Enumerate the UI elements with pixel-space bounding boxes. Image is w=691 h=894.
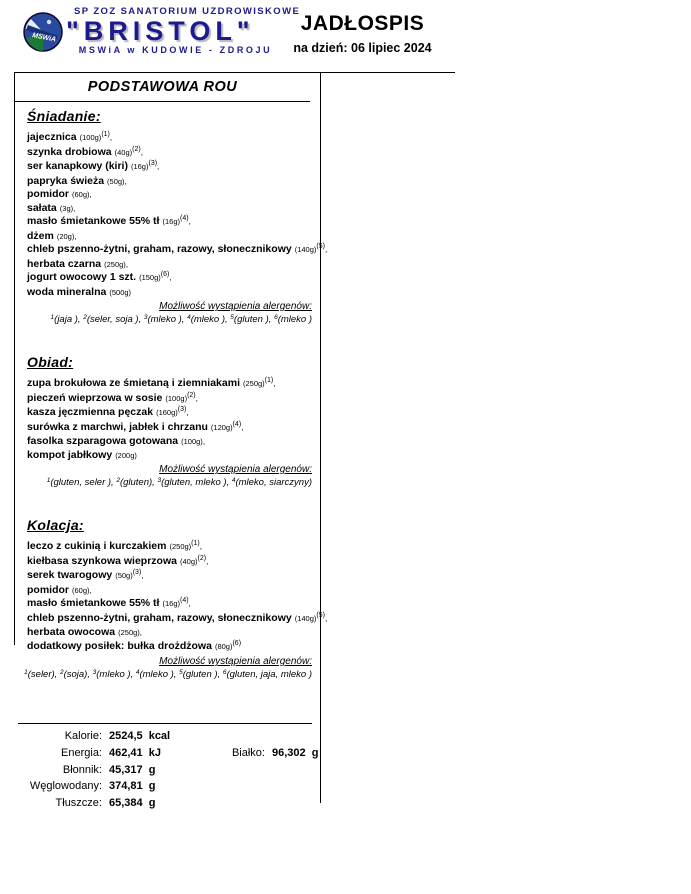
- menu-item: [15, 131, 320, 146]
- menu-item-separator: ,: [74, 231, 77, 241]
- nutrition-value: 2524,5 kcal: [109, 730, 171, 742]
- menu-item-name: pieczeń wieprzowa w sosie: [27, 391, 163, 404]
- allergen-footnote-number: 1: [50, 313, 55, 321]
- menu-item-footnote: (2): [197, 554, 207, 562]
- menu-item-footnote: (2): [187, 391, 196, 399]
- allergen-list: [15, 314, 312, 325]
- allergen-group: (gluten, mleko ),: [161, 477, 232, 488]
- menu-item-separator: ,: [206, 556, 209, 566]
- allergen-footnote-number: 3: [92, 668, 97, 676]
- meal-title: Obiad:: [27, 354, 74, 370]
- menu-item-name: kiełbasa szynkowa wieprzowa: [27, 554, 177, 567]
- menu-item-weight: (100g): [165, 393, 188, 403]
- menu-item-separator: ,: [89, 585, 92, 595]
- menu-item: [15, 377, 320, 392]
- menu-item-name: jajecznica: [27, 131, 77, 143]
- svg-text:MSWiA: MSWiA: [31, 32, 57, 44]
- allergen-footnote-number: 4: [135, 668, 140, 676]
- nutrition-summary: [14, 723, 320, 812]
- menu-item-separator: ,: [157, 162, 160, 171]
- menu-item-footnote: (4): [180, 597, 189, 604]
- page-header: [0, 0, 691, 68]
- allergen-list: [15, 477, 312, 488]
- menu-item: [15, 569, 320, 584]
- column-divider-line: [320, 72, 321, 803]
- menu-item: [15, 271, 320, 286]
- allergen-footnote-number: 5: [230, 313, 234, 321]
- menu-item-name: sałata: [27, 201, 57, 214]
- menu-item-name: kasza jęczmienna pęczak: [27, 406, 154, 418]
- menu-item-separator: ,: [199, 542, 202, 551]
- menu-item-weight: (250g): [169, 542, 192, 551]
- menu-item-separator: ,: [241, 422, 244, 432]
- allergen-note-label: Możliwość wystąpienia alergenów:: [159, 464, 312, 475]
- allergen-note-label: Możliwość wystąpienia alergenów:: [159, 656, 312, 667]
- menu-item-footnote: (6): [160, 271, 170, 278]
- menu-item-weight: (20g): [56, 231, 75, 241]
- menu-item-name: chleb pszenno-żytni, graham, razowy, słonecznikowy: [27, 611, 292, 624]
- menu-item-separator: ,: [139, 628, 143, 637]
- menu-item-separator: ,: [73, 203, 76, 213]
- allergen-group: (gluten ),: [233, 314, 275, 325]
- menu-item: [15, 611, 328, 627]
- allergen-group: (mleko ),: [96, 669, 136, 680]
- menu-item-weight: (100g): [79, 133, 102, 142]
- allergen-footnote-number: 1: [46, 476, 51, 484]
- title-block: [280, 12, 445, 55]
- menu-item: [15, 626, 320, 640]
- menu-item-name: chleb pszenno-żytni, graham, razowy, słonecznikowy: [27, 243, 292, 255]
- nutrition-label-2: [209, 778, 272, 795]
- menu-item: [15, 540, 320, 555]
- allergen-footnote-number: 6: [222, 668, 227, 676]
- menu-item-name: fasolka szparagowa gotowana: [27, 435, 179, 447]
- allergen-footnote-number: 5: [179, 668, 183, 676]
- allergen-group: (seler),: [27, 669, 60, 680]
- menu-item-weight: (250g): [104, 259, 126, 269]
- menu-item: [15, 640, 320, 655]
- menu-item-name: szynka drobiowa: [27, 145, 112, 158]
- allergen-list: [15, 669, 312, 680]
- nutrition-label-2: Białko:: [231, 746, 265, 759]
- allergen-group: (gluten, jaja, mleko ): [226, 669, 312, 680]
- allergen-group: (mleko ): [277, 314, 312, 325]
- menu-item-name: herbata czarna: [27, 257, 102, 270]
- menu-item-weight: (60g): [72, 190, 90, 199]
- allergen-note: [15, 301, 320, 325]
- allergen-footnote-number: 4: [187, 313, 191, 321]
- org-line2: MSWiA w KUDOWIE - ZDROJU: [78, 45, 273, 55]
- menu-item-name: zupa brokułowa ze śmietaną i ziemniakami: [27, 377, 240, 389]
- menu-item-weight: (60g): [72, 585, 90, 595]
- menu-item-footnote: (6): [232, 639, 242, 647]
- menu-item: [15, 160, 320, 175]
- menu-item-footnote: (5): [316, 243, 325, 250]
- menu-item-separator: ,: [141, 571, 144, 580]
- menu-item-weight: (120g): [210, 422, 233, 432]
- allergen-group: (mleko, siarczyny): [235, 477, 312, 488]
- allergen-group: (jaja ),: [54, 314, 84, 325]
- org-line1: SP ZOZ SANATORIUM UZDROWISKOWE: [74, 6, 301, 17]
- nutrition-row: [14, 778, 320, 795]
- menu-item-separator: ,: [324, 613, 328, 623]
- menu-item-name: pomidor: [27, 188, 69, 200]
- menu-item: [15, 435, 320, 449]
- menu-item: [15, 392, 320, 407]
- nutrition-value: 65,384 g: [109, 797, 156, 810]
- menu-item-name: masło śmietankowe 55% tł: [27, 597, 160, 609]
- allergen-note: [15, 656, 320, 680]
- nutrition-row: [14, 762, 320, 779]
- meal-title: Kolacja:: [27, 517, 84, 533]
- menu-item-name: serek twarogowy: [27, 569, 113, 581]
- menu-item-separator: ,: [188, 599, 191, 608]
- menu-item-separator: ,: [188, 217, 191, 226]
- menu-item-separator: ,: [324, 245, 328, 254]
- menu-item-separator: ,: [124, 176, 127, 186]
- menu-item-name: surówka z marchwi, jabłek i chrzanu: [27, 420, 208, 433]
- menu-item-name: herbata owocowa: [27, 626, 116, 638]
- menu-item-weight: (40g): [179, 556, 198, 566]
- page-title: JADŁOSPIS: [300, 12, 425, 35]
- menu-item-footnote: (3): [132, 569, 142, 576]
- menu-item: [15, 230, 320, 244]
- date-line: na dzień: 06 lipiec 2024: [293, 41, 432, 55]
- allergen-footnote-number: 2: [116, 476, 120, 484]
- menu-item-name: masło śmietankowe 55% tł: [27, 215, 160, 227]
- menu-item-footnote: (5): [316, 611, 325, 619]
- menu-item-weight: (16g): [162, 599, 180, 608]
- menu-item-name: leczo z cukinią i kurczakiem: [27, 540, 167, 552]
- menu-item-weight: (16g): [162, 217, 180, 226]
- org-block: [66, 6, 301, 55]
- menu-item-separator: ,: [125, 259, 129, 269]
- allergen-footnote-number: 3: [143, 313, 148, 321]
- nutrition-rows: [14, 724, 320, 812]
- menu-item-footnote: (3): [177, 406, 187, 413]
- allergen-group: (seler, soja ),: [86, 314, 144, 325]
- nutrition-label: Błonnik:: [62, 763, 102, 776]
- allergen-group: (mleko ),: [147, 314, 188, 325]
- nutrition-value: 462,41 kJ: [109, 746, 161, 759]
- menu-item-separator: ,: [169, 273, 172, 282]
- menu-item-weight: (250g): [118, 628, 140, 637]
- allergen-note: [15, 464, 320, 488]
- menu-item-weight: (500g): [109, 287, 132, 297]
- menu-item-weight: (50g): [115, 571, 133, 580]
- meal-section: [15, 517, 328, 680]
- menu-item: [15, 202, 320, 216]
- menu-item-weight: (250g): [242, 379, 265, 388]
- org-name-bristol: "BRISTOL": [66, 16, 255, 46]
- meal-title: Śniadanie:: [27, 108, 101, 124]
- diet-title: PODSTAWOWA ROU: [15, 75, 310, 102]
- allergen-footnote-number: 6: [274, 313, 278, 321]
- menu-item: [15, 421, 320, 436]
- menu-item: [15, 584, 320, 598]
- allergen-note-label: Możliwość wystąpienia alergenów:: [159, 301, 312, 312]
- allergen-group: (mleko ),: [139, 669, 180, 680]
- menu-item-weight: (160g): [156, 408, 178, 417]
- nutrition-value-2: 96,302 g: [272, 746, 319, 759]
- meal-section: [15, 354, 320, 488]
- menu-item: [15, 243, 328, 258]
- menu-item-weight: (40g): [114, 147, 133, 157]
- menu-item-weight: (150g): [139, 273, 161, 282]
- nutrition-label: Kalorie:: [64, 730, 102, 742]
- menu-item-weight: (16g): [130, 162, 149, 171]
- menu-item-separator: ,: [186, 408, 189, 417]
- menu-item-separator: ,: [273, 379, 276, 388]
- allergen-footnote-number: 1: [24, 668, 28, 676]
- menu-item-footnote: (4): [232, 420, 242, 428]
- menu-item-weight: (100g): [181, 437, 203, 446]
- menu-item-name: woda mineralna: [27, 285, 107, 298]
- menu-item-name: dodatkowy posiłek: bułka drożdżowa: [27, 639, 212, 652]
- meals-container: [15, 108, 328, 680]
- menu-item-weight: (3g): [59, 203, 74, 213]
- menu-item-separator: ,: [89, 190, 92, 199]
- menu-item-separator: ,: [202, 437, 206, 446]
- menu-item-name: pomidor: [27, 583, 69, 596]
- menu-item-footnote: (1): [264, 377, 274, 384]
- menu-item: [15, 597, 320, 612]
- menu-item-weight: (140g): [294, 245, 317, 254]
- menu-item-name: dżem: [27, 229, 54, 242]
- menu-item: [15, 286, 320, 300]
- allergen-group: (mleko ),: [190, 314, 231, 325]
- allergen-group: (gluten, seler ),: [50, 477, 117, 488]
- allergen-group: (soja),: [63, 669, 93, 680]
- menu-item: [15, 449, 320, 463]
- menu-item-footnote: (3): [148, 160, 158, 167]
- menu-item-name: jogurt owocowy 1 szt.: [27, 271, 137, 283]
- menu-item-separator: ,: [109, 133, 113, 142]
- menu-item: [15, 258, 320, 272]
- sanatorium-logo-icon: [23, 12, 63, 52]
- menu-item-footnote: (2): [132, 145, 141, 153]
- nutrition-value: 374,81 g: [109, 780, 156, 793]
- menu-item-name: ser kanapkowy (kiri): [27, 160, 128, 172]
- nutrition-label-2: [209, 795, 272, 812]
- nutrition-row: [14, 745, 320, 762]
- nutrition-label-2: [209, 728, 272, 745]
- menu-item-separator: ,: [140, 147, 143, 157]
- nutrition-row: [14, 795, 320, 812]
- menu-item-footnote: (1): [191, 540, 200, 547]
- menu-item-weight: (200g): [115, 450, 137, 460]
- nutrition-label: Tłuszcze:: [55, 797, 102, 810]
- nutrition-row: [14, 728, 320, 745]
- nutrition-label: Energia:: [61, 746, 102, 759]
- nutrition-value: 45,317 g: [109, 763, 156, 776]
- allergen-footnote-number: 3: [157, 476, 162, 484]
- meal-section: [15, 108, 328, 325]
- menu-item: [15, 406, 320, 421]
- nutrition-label-2: [209, 762, 272, 779]
- menu-item: [15, 146, 320, 161]
- nutrition-label: Węglowodany:: [29, 780, 102, 793]
- allergen-group: (gluten),: [119, 477, 158, 488]
- menu-item-name: kompot jabłkowy: [27, 448, 113, 461]
- allergen-footnote-number: 2: [59, 668, 64, 676]
- menu-item: [15, 215, 320, 230]
- allergen-footnote-number: 4: [231, 476, 236, 484]
- menu-item-footnote: (4): [180, 215, 189, 222]
- menu-item: [15, 188, 320, 202]
- allergen-footnote-number: 2: [83, 313, 87, 321]
- menu-item-weight: (140g): [294, 613, 317, 623]
- menu-item-weight: (80g): [214, 641, 233, 651]
- menu-item: [15, 175, 320, 189]
- menu-item-name: papryka świeża: [27, 174, 105, 187]
- menu-item-weight: (50g): [107, 176, 125, 186]
- header-rule-line: [14, 72, 455, 73]
- menu-column: [15, 75, 328, 680]
- menu-item: [15, 555, 320, 570]
- menu-item-separator: ,: [195, 393, 198, 403]
- menu-item-footnote: (1): [101, 131, 110, 138]
- allergen-group: (gluten ),: [182, 669, 223, 680]
